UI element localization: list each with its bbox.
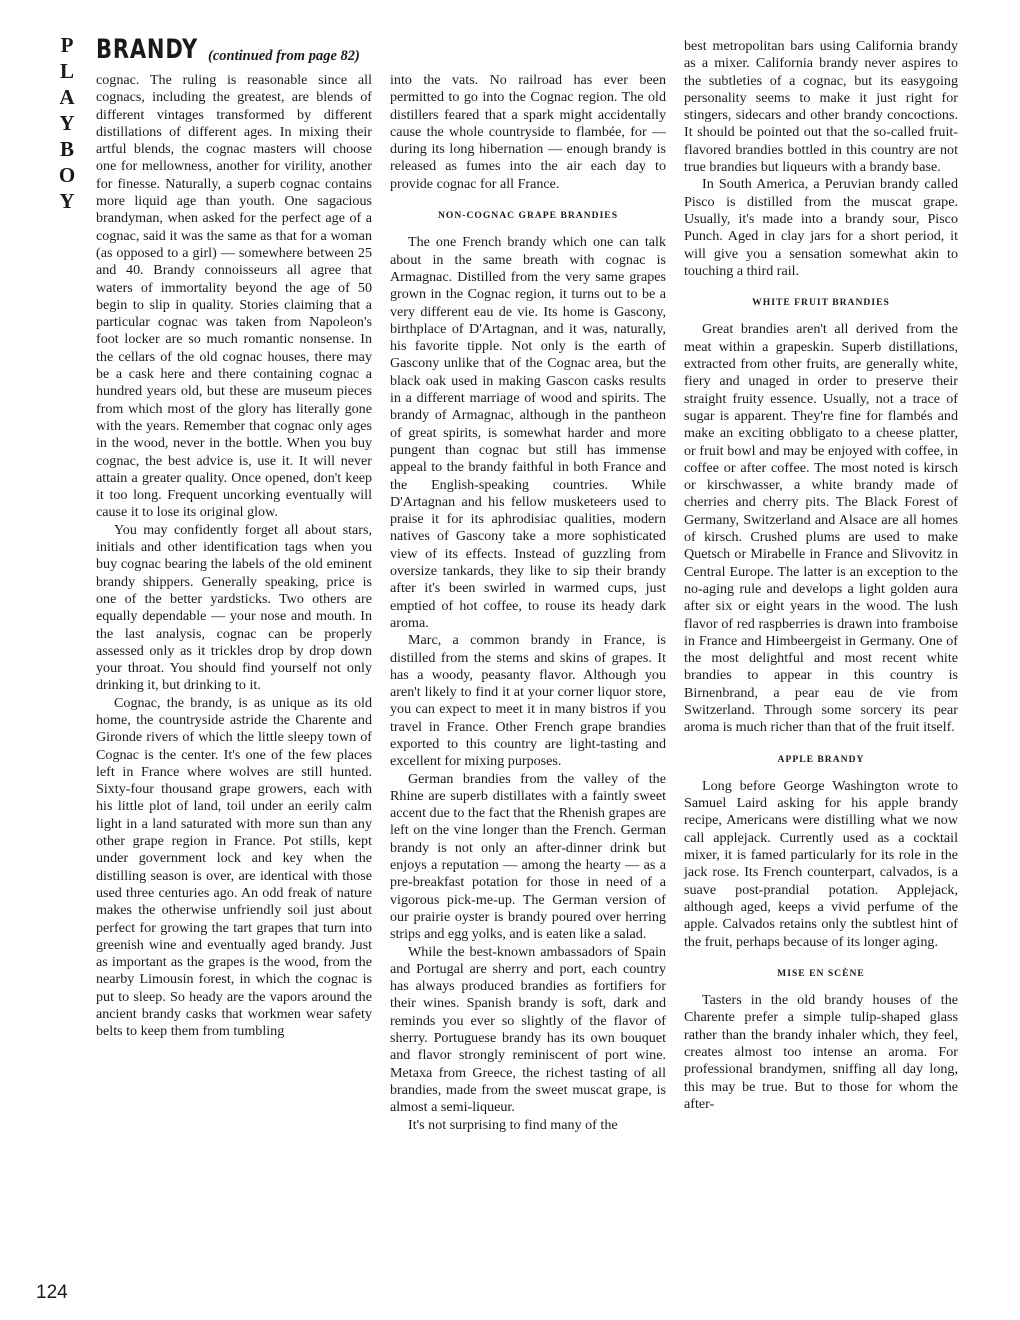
masthead-letter: A — [59, 85, 75, 109]
section-heading: APPLE BRANDY — [777, 753, 865, 765]
masthead-letter: O — [58, 163, 76, 187]
article-paragraph: Long before George Washington wrote to Samuel Laird asking for his apple brandy recipe, Americans were distilling what we now call applejack. Currently used as a cocktail mixer, it is famed particularly for its role in the jack rose. Its French counterpart, calvados, is a suave post-prandial potation. Applejack, although aged, keeps a vivid perfume of the apple. Calvados retains only the subtlest hint of the fruit, perhaps because of its longer aging. — [684, 777, 958, 950]
masthead-letter: Y — [59, 111, 75, 135]
article-paragraph: German brandies from the valley of the Rhine are superb distillates with a faintly sweet accent due to the fact that the Rhenish grapes are left on the vine longer than the French. German brandy is not only an after-dinner drink but enjoys a reputation — among the hearty — as a pre-breakfast potation for those in need of a vigorous pick-me-up. The German version of our prairie oyster is brandy poured over herring strips and egg yolks, and is eaten like a salad. — [390, 770, 666, 943]
article-paragraph: In South America, a Peruvian brandy called Pisco is distilled from the muscat grape. Usually, it's made into a brandy sour, Pisco Punch. Aged in clay jars for a short period, it will give you a sensation somewhat akin to touching a third rail. — [684, 176, 958, 279]
article-paragraph: best metropolitan bars using California brandy as a mixer. California brandy never aspires to the subtleties of a cognac, but its easygoing personality seems to make it just right for stingers, sidecars and other brandy concoctions. It should be pointed out that the so-called fruit-flavored brandies bottled in this country are not true brandies but liqueurs with a brandy base. — [684, 38, 958, 176]
article-paragraph: cognac. The ruling is reasonable since all cognacs, including the greatest, are blends of different vintages transformed by different distillations of different ages. In mixing their artful blends, the cognac masters will choose one for mellowness, another for virility, another for finesse. Naturally, a superb cognac contains more liquid age than youth. One sagacious brandyman, when asked for the perfect age of a cognac, said it was the same as that for a woman (as opposed to a girl) — somewhere between 25 and 40. Brandy connoisseurs all agree that waters of immortality beyond the age of 50 begin to slip in quality. Stories claiming that a particular cognac was taken from Napoleon's foot locker are so much romantic nonsense. In the cellars of the old cognac houses, there may be a cask here and there containing cognac a hundred years old, but these are museum pieces from which most of the glory has literally gone with the years. Remember that cognac only ages in the wood, never in the bottle. When you buy cognac, the best advice is, use it. It will never attain a greater quality. Once opened, don't keep it too long. Frequent uncorking eventually will cause it to lose its original glow. — [96, 72, 372, 521]
article-paragraph: You may confidently forget all about stars, initials and other identification tags when you buy cognac bearing the labels of the old eminent brandy shippers. Generally speaking, price is one of the better yardsticks. Two others are equally dependable — your nose and mouth. In the last analysis, cognac can be properly assessed only as it trickles drop by drop down your throat. You should find yourself not only drinking it, but drinking to it. — [96, 521, 372, 694]
text-column-2 — [390, 72, 666, 1134]
article-paragraph: into the vats. No railroad has ever been permitted to go into the Cognac region. The old distillers feared that a spark might accidentally cause the whole countryside to flambée, for — during its long hibernation — enough brandy is released as fumes into the air each day to provide cognac for all France. — [390, 72, 666, 192]
article-paragraph: While the best-known ambassadors of Spain and Portugal are sherry and port, each country has always produced brandies as fortifiers for their wines. Spanish brandy is soft, dark and reminds you ever so slightly of the flavor of sherry. Portuguese brandy has its own bouquet and flavor strongly reminiscent of port wine. Metaxa from Greece, the richest tasting of all brandies, made from the sweet muscat grape, is almost a semi-liqueur. — [390, 943, 666, 1116]
masthead-letter: P — [60, 33, 74, 57]
masthead-letter: Y — [59, 189, 75, 213]
article-paragraph: Tasters in the old brandy houses of the Charente prefer a simple tulip-shaped glass rather than the brandy inhaler which, they feel, creates almost too intense an aroma. For professional brandymen, sniffing all day long, this may be true. But to those for whom the after- — [684, 992, 958, 1112]
article-title: BRANDY — [96, 34, 199, 65]
page-number: 124 — [36, 1282, 68, 1303]
text-column-1 — [96, 72, 372, 1041]
masthead-letter: L — [59, 59, 74, 83]
section-heading: NON-COGNAC GRAPE BRANDIES — [437, 210, 619, 222]
masthead-letter: B — [59, 137, 74, 161]
article-paragraph: Great brandies aren't all derived from the meat within a grapeskin. Superb distillations, extracted from other fruits, are generally white, fiery and unaged in order to preserve their straight fruity essence. Usually, not a trace of sugar is apparent. They're fine for flambés and make an exciting obbligato to a cheese platter, or fruit bowl and may be enjoyed with coffee, in coffee or after coffee. The most noted is kirsch or kirschwasser, a white brandy made of cherries and cherry pits. The Black Forest of Germany, Switzerland and Alsace are all homes of kirsch. Crushed plums are used to make Quetsch or Mirabelle in France and Slivovitz in Central Europe. The latter is an exception to the no-aging rule and develops a light golden aura after six or eight years in the wood. The lush flavor of red raspberries is drawn into framboise in France and Himbeergeist in Germany. One of the most delightful and most recent white brandies to appear in this country is Birnenbrand, a pear eau de vie from Switzerland. Through some sorcery its pear aroma is much richer than that of the fruit itself. — [684, 321, 958, 736]
section-heading: WHITE FRUIT BRANDIES — [752, 297, 890, 309]
section-heading: MISE EN SCÈNE — [777, 967, 865, 979]
article-paragraph: The one French brandy which one can talk about in the same breath with cognac is Armagnac. Distilled from the very same grapes grown in the Cognac region, it turns out to be a very different eau de vie. Its home is Gascony, birthplace of D'Artagnan, and it was, naturally, his favorite tipple. Not only is the earth of Gascony unlike that of the Cognac area, but the black oak used in making Gascon casks results in a different marriage of wood and spirits. The brandy of Armagnac, although in the pantheon of great spirits, is somewhat harder and more pungent than cognac but still has immense appeal to the brandy faithful in both France and the English-speaking countries. While D'Artagnan and his fellow musketeers used to praise it for its aphrodisiac qualities, modern natives of Gascony take a more sophisticated view of its effects. Instead of guzzling from oversize tankards, they like to sip their brandy after it's been swirled in warmed cups, just emptied of hot coffee, to rouse its heady dark aroma. — [390, 234, 666, 631]
article-paragraph: It's not surprising to find many of the — [408, 1116, 618, 1133]
article-paragraph: Cognac, the brandy, is as unique as its old home, the countryside astride the Charente and Gironde rivers of which the little sleepy town of Cognac is the center. It's one of the few places left in France where wolves are still hunted. Sixty-four thousand grape growers, each with his little plot of land, toil under an eerily calm light in a land saturated with more sun than any other grape region in France. Pot stills, kept under government lock and key when the distilling season is over, are identical with those used three centuries ago. An odd freak of nature makes the otherwise unfriendly soil just about perfect for growing the tart grapes that turn into greenish wine and eventually aged brandy. Just as important as the grapes is the wood, from the nearby Limousin forest, in which the cognac is put to sleep. So heady are the vapors around the ancient brandy casks that workmen wear safety belts to keep them from tumbling — [96, 694, 372, 1040]
article-header — [96, 34, 396, 74]
text-column-3 — [684, 38, 958, 1113]
magazine-masthead-vertical — [52, 32, 82, 214]
continued-note: (continued from page 82) — [208, 48, 360, 64]
article-paragraph: Marc, a common brandy in France, is distilled from the stems and skins of grapes. It has a woody, peasanty flavor. Although you aren't likely to find it at your corner liquor store, you can expect to meet it in many bistros if you travel in France. Other French grape brandies exported to this country are light-tasting and excellent for mixing purposes. — [390, 632, 666, 770]
